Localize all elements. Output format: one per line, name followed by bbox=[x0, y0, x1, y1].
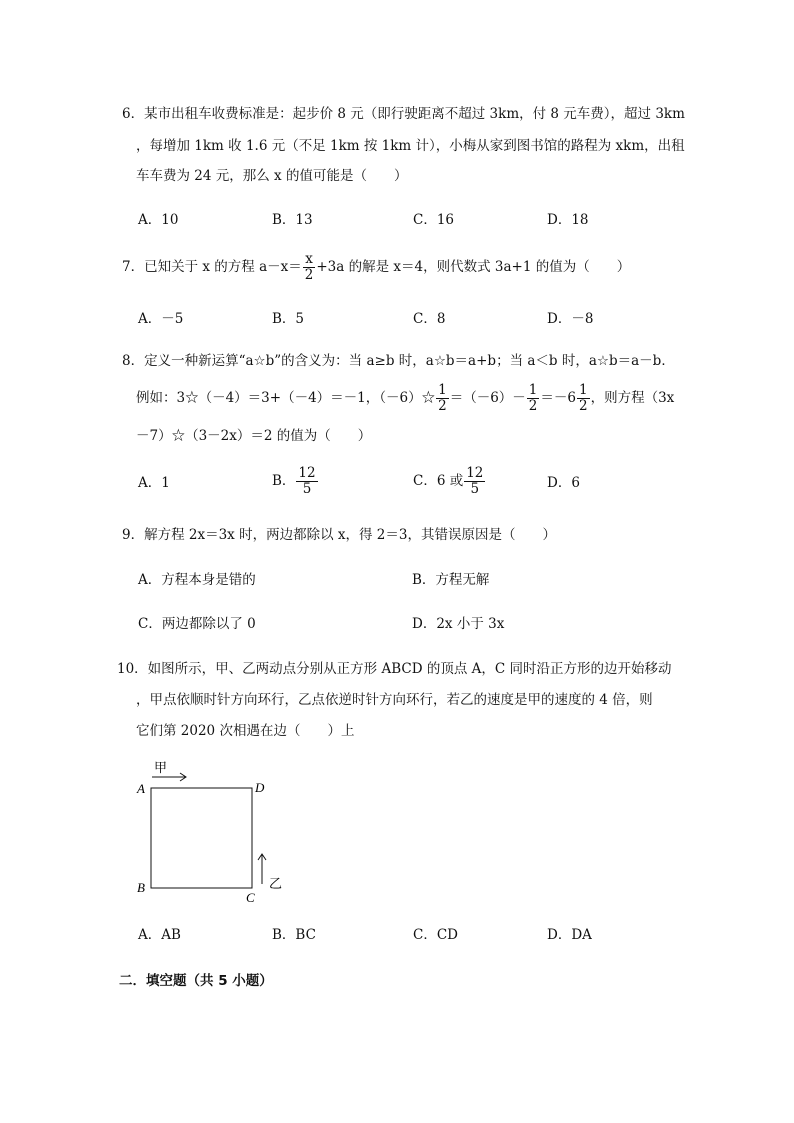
vertex-a: A bbox=[137, 781, 145, 796]
q8-option-c-prefix: C．6 或 bbox=[413, 473, 464, 489]
label-yi: 乙 bbox=[269, 876, 283, 891]
q8-line3: －7）☆（3－2x）＝2 的值为（ ） bbox=[136, 428, 372, 444]
q8-half-2 bbox=[527, 383, 540, 414]
q8-option-c-num: 12 bbox=[466, 465, 484, 481]
q6-option-c: C．16 bbox=[413, 212, 455, 228]
q8-option-b-prefix: B． bbox=[272, 473, 296, 489]
square-figure bbox=[130, 756, 300, 906]
q8-half-2-den: 2 bbox=[528, 398, 538, 414]
q7-line1 bbox=[122, 252, 630, 283]
q10-option-a: A．AB bbox=[138, 927, 181, 943]
q6-option-a: A．10 bbox=[138, 212, 179, 228]
q7-frac-den: 2 bbox=[304, 267, 314, 283]
square-abcd bbox=[151, 788, 252, 888]
q8-option-c bbox=[413, 466, 486, 497]
q8-option-b bbox=[272, 466, 319, 497]
q8-option-c-den: 5 bbox=[470, 481, 480, 497]
q7-option-d: D．－8 bbox=[547, 311, 594, 327]
vertex-d: D bbox=[255, 780, 265, 795]
q9-option-c: C．两边都除以了 0 bbox=[138, 616, 256, 632]
q9-option-b: B．方程无解 bbox=[412, 572, 490, 588]
q7-option-a: A．－5 bbox=[138, 311, 184, 327]
q10-option-d: D．DA bbox=[547, 927, 592, 943]
q8-option-b-fraction bbox=[296, 466, 317, 497]
q8-option-c-fraction bbox=[464, 466, 485, 497]
vertex-b: B bbox=[137, 880, 145, 895]
q7-fraction bbox=[303, 252, 316, 283]
q6-line3: 车车费为 24 元，那么 x 的值可能是（ ） bbox=[136, 168, 408, 184]
q8-half-3 bbox=[577, 383, 590, 414]
q6-option-d: D．18 bbox=[547, 212, 589, 228]
q7-text-before: 7．已知关于 x 的方程 a－x＝ bbox=[122, 259, 302, 275]
q7-option-c: C．8 bbox=[413, 311, 446, 327]
q8-option-d: D．6 bbox=[547, 475, 580, 491]
q8-half-1-den: 2 bbox=[438, 398, 447, 414]
q6-line2: ，每增加 1km 收 1.6 元（不足 1km 按 1km 计），小梅从家到图书馆的路程为 xkm，出租 bbox=[136, 138, 685, 154]
section-heading: 二．填空题（共 5 小题） bbox=[119, 973, 273, 989]
label-jia: 甲 bbox=[154, 760, 168, 775]
q8-half-1 bbox=[436, 383, 449, 414]
q8-text-a: 例如：3☆（－4）＝3+（－4）＝－1，（－6）☆ bbox=[136, 390, 436, 406]
q8-text-d: ，则方程（3x bbox=[590, 390, 675, 406]
q8-option-b-num: 12 bbox=[298, 465, 316, 481]
q10-line3: 它们第 2020 次相遇在边（ ）上 bbox=[136, 723, 355, 739]
vertex-c: C bbox=[246, 890, 255, 905]
q6-option-b: B．13 bbox=[272, 212, 313, 228]
q8-half-3-num: 1 bbox=[578, 382, 588, 398]
q8-half-1-num: 1 bbox=[438, 382, 447, 398]
q10-option-b: B．BC bbox=[272, 927, 316, 943]
q8-half-2-num: 1 bbox=[528, 382, 538, 398]
q7-option-b: B．5 bbox=[272, 311, 305, 327]
q7-frac-num: x bbox=[303, 252, 316, 268]
q9-line1: 9．解方程 2x＝3x 时，两边都除以 x，得 2＝3，其错误原因是（ ） bbox=[122, 527, 556, 543]
q9-option-a: A．方程本身是错的 bbox=[138, 572, 256, 588]
q8-text-b: ＝（－6）－ bbox=[449, 390, 526, 406]
q8-half-3-den: 2 bbox=[578, 398, 588, 414]
q10-line1: 10．如图所示，甲、乙两动点分别从正方形 ABCD 的顶点 A，C 同时沿正方形的边开始移动 bbox=[117, 661, 672, 677]
q6-line1: 6．某市出租车收费标准是：起步价 8 元（即行驶距离不超过 3km，付 8 元车费），超过 3km bbox=[122, 106, 685, 122]
q8-option-a: A．1 bbox=[138, 475, 170, 491]
q8-line2 bbox=[136, 383, 674, 414]
q8-text-c: ＝－6 bbox=[540, 390, 576, 406]
q10-option-c: C．CD bbox=[413, 927, 458, 943]
q8-line1: 8．定义一种新运算“a☆b”的含义为：当 a≥b 时，a☆b＝a+b；当 a＜b 时，a☆b＝a－b． bbox=[122, 353, 675, 369]
q10-line2: ，甲点依顺时针方向环行，乙点依逆时针方向环行，若乙的速度是甲的速度的 4 倍，则 bbox=[136, 692, 653, 708]
q8-option-b-den: 5 bbox=[302, 481, 312, 497]
q7-text-after: +3a 的解是 x＝4，则代数式 3a+1 的值为（ ） bbox=[316, 259, 631, 275]
q9-option-d: D．2x 小于 3x bbox=[412, 616, 505, 632]
